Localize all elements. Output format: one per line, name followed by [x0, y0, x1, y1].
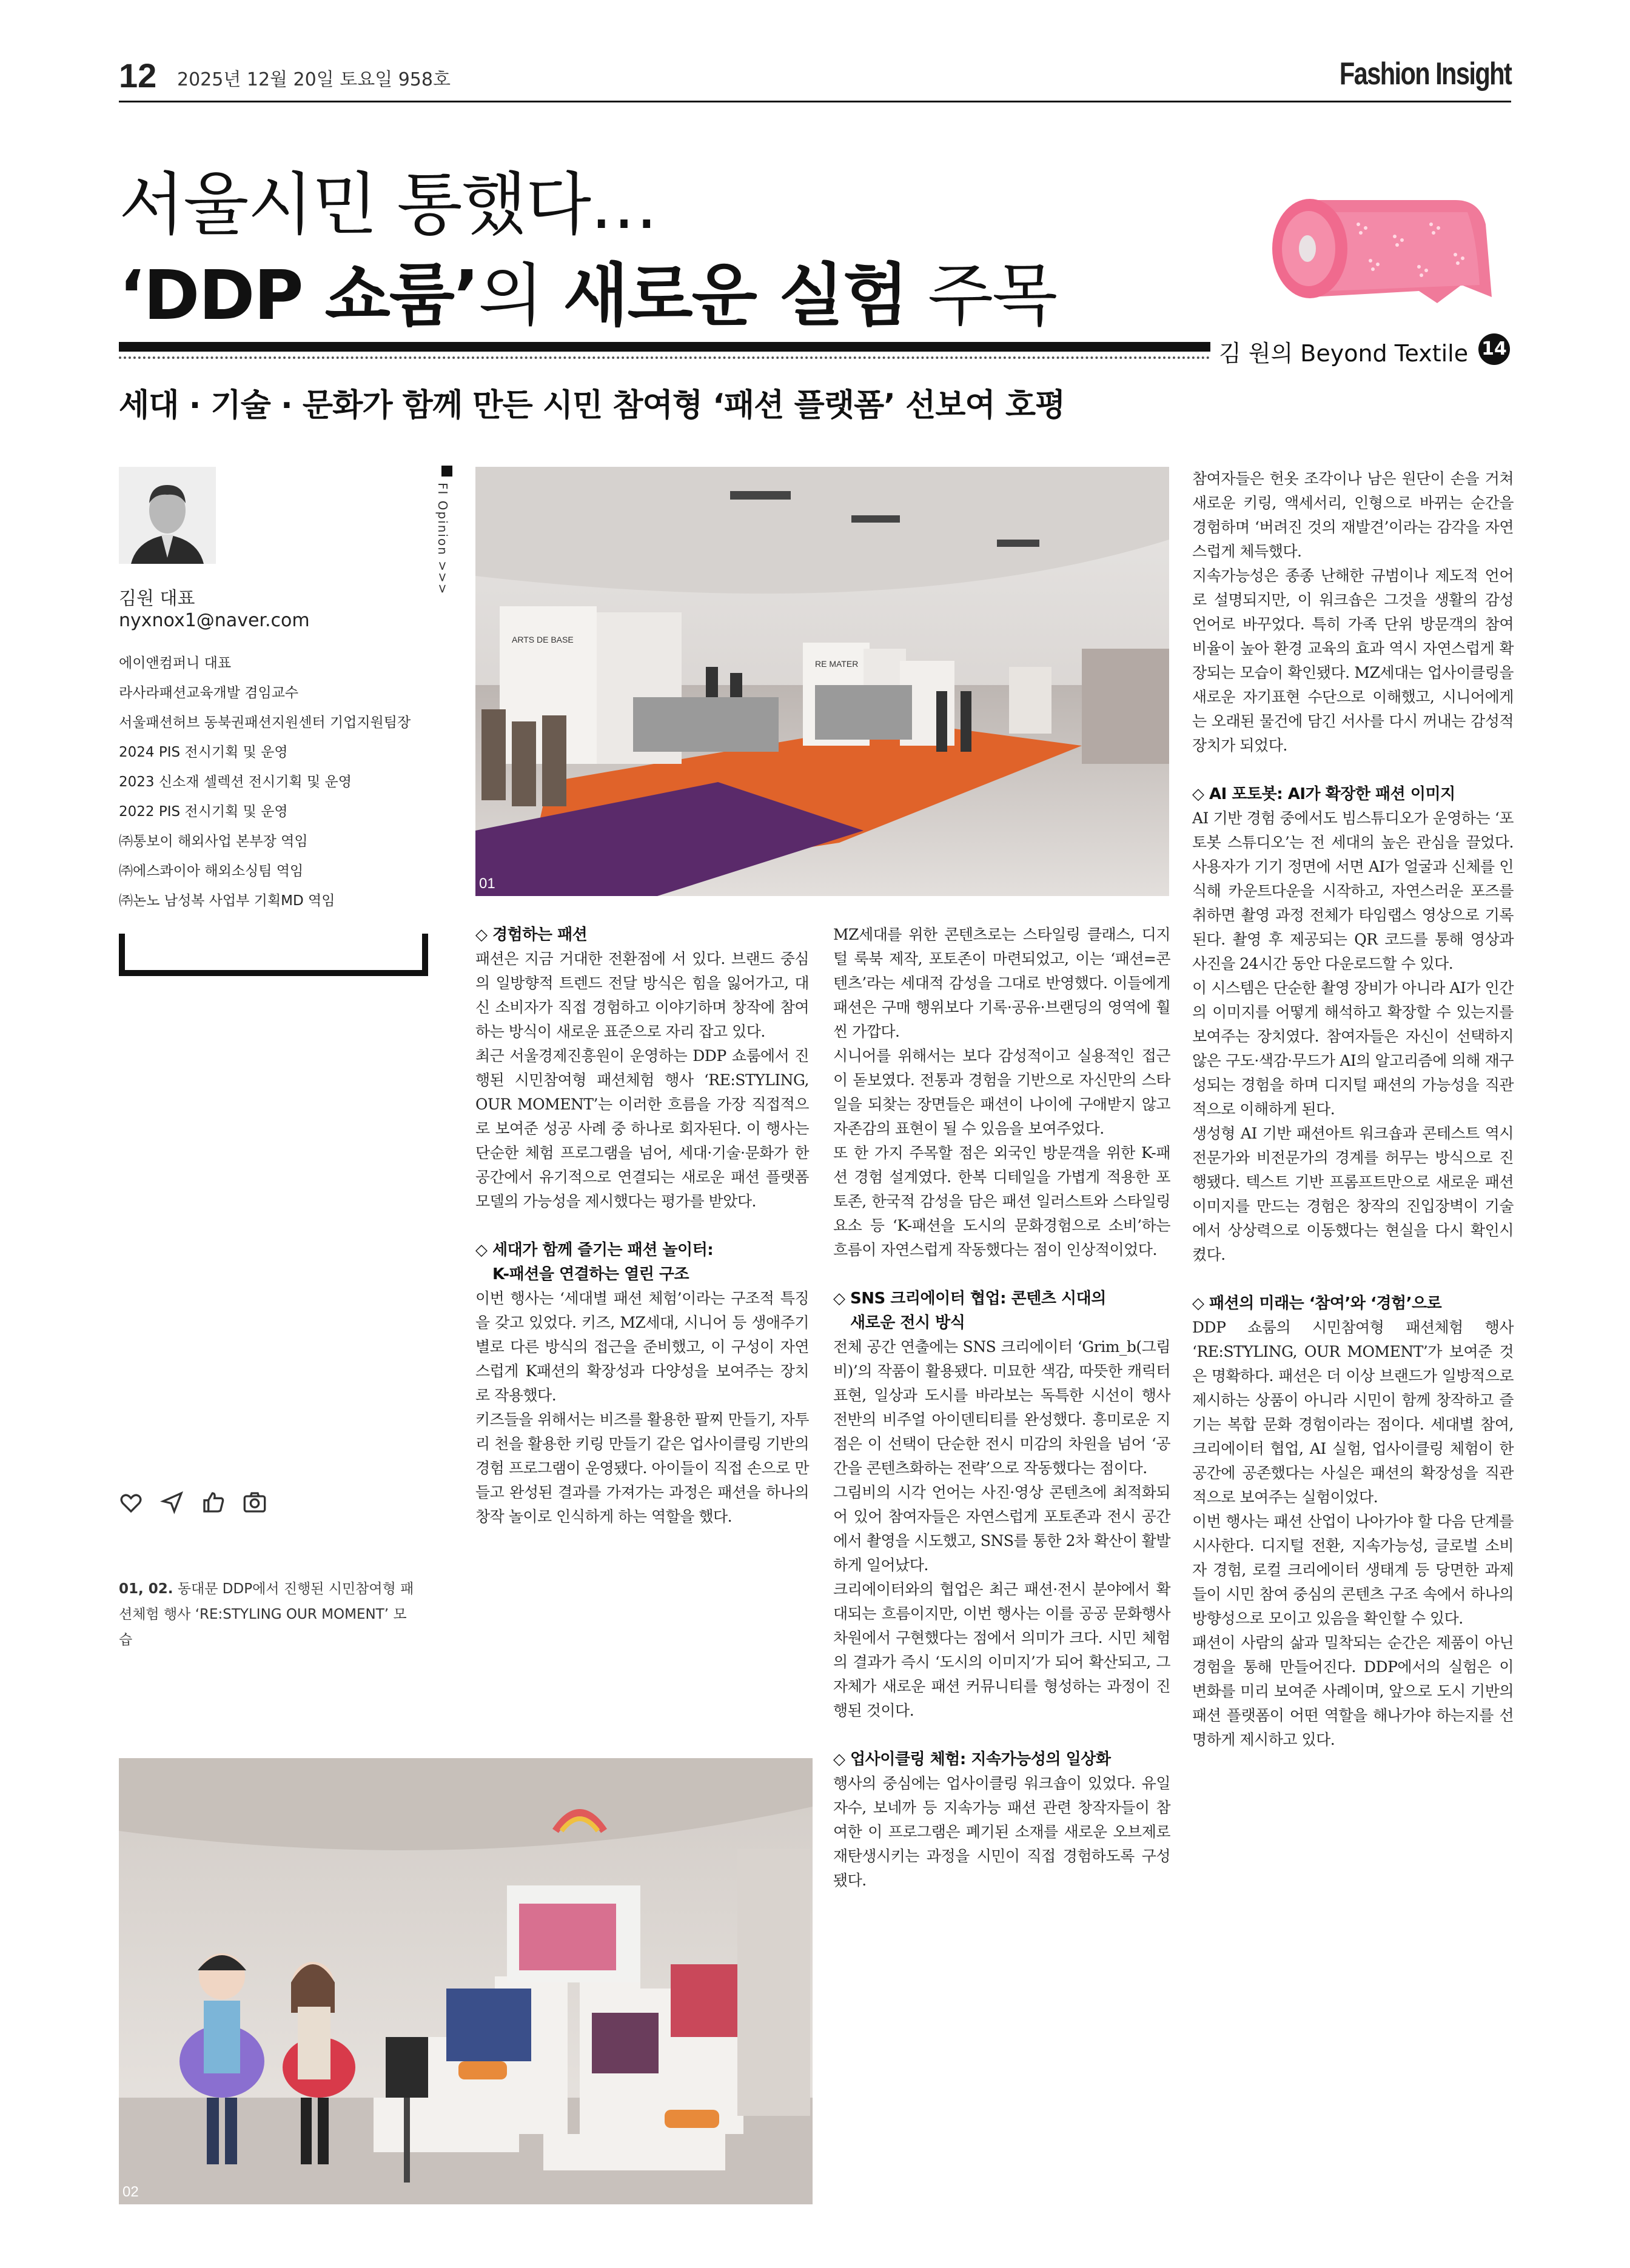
paragraph: 참여자들은 헌옷 조각이나 남은 원단이 손을 거쳐 새로운 키링, 액세서리, 인형으로 바뀌는 순간을 경험하며 ‘버려진 것의 재발견’이라는 감각을 자연스럽게 체득했다. [1192, 470, 1514, 560]
paragraph: 그림비의 시각 언어는 사진·영상 콘텐츠에 최적화되어 있어 참여자들은 자연스럽게 포토존과 전시 공간에서 촬영을 시도했고, SNS를 통한 2차 확산이 활발하게 일어났다. [833, 1484, 1170, 1574]
headline-line-2: ‘DDP 쇼룸’의 새로운 실험 주목 [119, 256, 1057, 335]
paragraph: 크리에이터와의 협업은 최근 패션·전시 분야에서 확대되는 흐름이지만, 이번 행사는 이를 공공 문화행사 차원에서 구현했다는 점에서 의미가 크다. 시민 체험의 결과가 즉시 ‘도시의 이미지’가 되어 확산되고, 그 자체가 새로운 패션 커뮤니티를 형성하는 과정이 진행된 것이다. [833, 1581, 1170, 1719]
career-item: 서울패션허브 동북권패션지원센터 기업지원팀장 [119, 715, 411, 731]
author-box-bracket [119, 934, 428, 976]
social-icons [119, 1490, 267, 1514]
column-number-badge: 14 [1478, 333, 1510, 365]
thumbs-up-icon[interactable] [201, 1490, 226, 1514]
paragraph: 지속가능성은 종종 난해한 규범이나 제도적 언어로 설명되지만, 이 워크숍은 그것을 생활의 감성 언어로 바꾸었다. 특히 가족 단위 방문객의 참여 비율이 높아 환경 교육의 효과 역시 자연스럽게 확장되는 모습이 확인됐다. MZ세대는 업사이클링을 새로운 자기표현 수단으로 이해했고, 시니어에게는 오래된 물건에 담긴 서사를 다시 꺼내는 감성적 장치가 되었다. [1192, 567, 1514, 754]
opinion-label: FI Opinion >>> [435, 483, 450, 595]
heart-icon[interactable] [119, 1490, 143, 1514]
subheadline: 세대 · 기술 · 문화가 함께 만든 시민 참여형 ‘패션 플랫폼’ 선보여 호평 [119, 387, 1065, 424]
dateline: 2025년 12월 20일 토요일 958호 [177, 69, 451, 90]
paragraph: 행사의 중심에는 업사이클링 워크숍이 있었다. 유일자수, 보네까 등 지속가능 패션 관련 창작자들이 참여한 이 프로그램은 폐기된 소재를 새로운 오브제로 재탄생시키는 과정을 시민이 직접 경험하도록 구성됐다. [833, 1775, 1170, 1889]
paragraph: 생성형 AI 기반 패션아트 워크숍과 콘테스트 역시 전문가와 비전문가의 경계를 허무는 방식으로 진행됐다. 텍스트 기반 프롬프트만으로 새로운 패션 이미지를 만드는 경험은 창작의 진입장벽이 기술에서 상상력으로 이동했다는 현실을 다시 확인시켰다. [1192, 1125, 1514, 1263]
column-name: 김 원의 Beyond Textile [1219, 340, 1469, 367]
section-heading: 새로운 전시 방식 [850, 1314, 965, 1332]
paragraph: 키즈들을 위해서는 비즈를 활용한 팔찌 만들기, 자투리 천을 활용한 키링 만들기 같은 업사이클링 기반의 경험 프로그램이 운영됐다. 아이들이 직접 손으로 만들고 완성된 결과를 가져가는 과정은 패션을 하나의 창작 놀이로 인식하게 하는 역할을 했다. [475, 1411, 809, 1525]
photo-02-exhibition [119, 1758, 813, 2204]
career-item: ㈜논노 남성복 사업부 기획MD 역임 [119, 893, 335, 909]
page-number: 12 [119, 56, 157, 95]
section-heading: ◇ AI 포토봇: AI가 확장한 패션 이미지 [1192, 785, 1455, 803]
career-item: ㈜에스콰이아 해외소싱팀 역임 [119, 863, 304, 879]
title-rule [119, 342, 1210, 352]
paragraph: AI 기반 경험 중에서도 빔스튜디오가 운영하는 ‘포토봇 스튜디오’는 전 세대의 높은 관심을 끌었다. 사용자가 기기 정면에 서면 AI가 얼굴과 신체를 인식해 카운트다운을 시작하고, 자연스러운 포즈를 취하면 촬영 과정 전체가 타임랩스 영상으로 기록된다. 촬영 후 제공되는 QR 코드를 통해 영상과 사진을 24시간 동안 다운로드할 수 있다. [1192, 809, 1514, 972]
author-career-list [119, 649, 411, 916]
career-item: 2024 PIS 전시기획 및 운영 [119, 744, 288, 760]
career-item: ㈜통보이 해외사업 본부장 역임 [119, 834, 308, 849]
textile-roll-illustration [1237, 176, 1498, 321]
paragraph: 또 한 가지 주목할 점은 외국인 방문객을 위한 K-패션 경험 설계였다. 한복 디테일을 가볍게 적용한 포토존, 한국적 감성을 담은 패션 일러스트와 스타일링 요소 등 ‘K-패션을 도시의 문화경험으로 소비’하는 흐름이 자연스럽게 작동했다는 점이 인상적이었다. [833, 1144, 1170, 1259]
headline-line-1: 서울시민 통했다… [119, 166, 657, 244]
section-heading: ◇ SNS 크리에이터 협업: 콘텐츠 시대의 [833, 1290, 1106, 1308]
paragraph: 전체 공간 연출에는 SNS 크리에이터 ‘Grim_b(그림비)’의 작품이 활용됐다. 미묘한 색감, 따뜻한 캐릭터 표현, 일상과 도시를 바라보는 독특한 시선이 행사 전반의 비주얼 아이덴티티를 완성했다. 흥미로운 지점은 이 선택이 단순한 전시 미감의 차원을 넘어 ‘공간을 콘텐츠화하는 전략’으로 작동했다는 점이다. [833, 1338, 1170, 1477]
section-heading: ◇ 업사이클링 체험: 지속가능성의 일상화 [833, 1750, 1111, 1768]
author-photo [119, 467, 216, 564]
section-heading: K-패션을 연결하는 열린 구조 [492, 1265, 689, 1283]
send-icon[interactable] [160, 1490, 184, 1514]
career-item: 2023 신소재 셀렉션 전시기획 및 운영 [119, 774, 352, 790]
camera-icon[interactable] [243, 1490, 267, 1514]
photo-02-label: 02 [122, 2184, 139, 2200]
article-column-1 [475, 923, 809, 1529]
section-heading: ◇ 경험하는 패션 [475, 926, 588, 944]
article-column-2 [833, 923, 1170, 1893]
photo-01-showroom [475, 467, 1169, 896]
career-item: 2022 PIS 전시기획 및 운영 [119, 804, 288, 820]
author-name: 김원 대표 [119, 588, 195, 609]
opinion-marker [441, 466, 452, 477]
section-heading: ◇ 세대가 함께 즐기는 패션 놀이터: [475, 1241, 714, 1259]
publication-brand: Fashion Insight [1339, 56, 1511, 92]
svg-text:ARTS DE BASE: ARTS DE BASE [512, 635, 574, 644]
paragraph: 패션은 지금 거대한 전환점에 서 있다. 브랜드 중심의 일방향적 트렌드 전달 방식은 힘을 잃어가고, 대신 소비자가 직접 경험하고 이야기하며 창작에 참여하는 방식이 새로운 표준으로 자리 잡고 있다. [475, 950, 809, 1040]
paragraph: DDP 쇼룸의 시민참여형 패션체험 행사 ‘RE:STYLING, OUR MOMENT’가 보여준 것은 명확하다. 패션은 더 이상 브랜드가 일방적으로 제시하는 상품이 아니라 시민이 함께 창작하고 즐기는 복합 문화 경험이라는 점이다. 세대별 참여, 크리에이터 협업, AI 실험, 업사이클링 체험이 한 공간에 공존했다는 사실은 패션의 확장성을 직관적으로 보여주는 실험이었다. [1192, 1319, 1514, 1506]
paragraph: 이 시스템은 단순한 촬영 장비가 아니라 AI가 인간의 이미지를 어떻게 해석하고 확장할 수 있는지를 보여주는 장치였다. 참여자들은 자신이 선택하지 않은 구도·색감·무드가 AI의 알고리즘에 의해 재구성되는 경험을 하며 디지털 패션의 가능성을 직관적으로 이해하게 된다. [1192, 979, 1514, 1118]
author-email[interactable]: nyxnox1@naver.com [119, 610, 310, 631]
photo-01-label: 01 [479, 875, 495, 892]
svg-text:RE MATER: RE MATER [815, 659, 859, 669]
paragraph: 시니어를 위해서는 보다 감성적이고 실용적인 접근이 돋보였다. 전통과 경험을 기반으로 자신만의 스타일을 되찾는 장면들은 패션이 나이에 구애받지 않고 자존감의 표현이 될 수 있음을 보여주었다. [833, 1047, 1170, 1137]
paragraph: 이번 행사는 패션 산업이 나아가야 할 다음 단계를 시사한다. 디지털 전환, 지속가능성, 글로벌 소비자 경험, 로컬 크리에이터 생태계 등 당면한 과제들이 시민 참여 중심의 콘텐츠 구조 속에서 하나의 방향성으로 모이고 있음을 확인할 수 있다. [1192, 1513, 1514, 1627]
paragraph: 이번 행사는 ‘세대별 패션 체험’이라는 구조적 특징을 갖고 있었다. 키즈, MZ세대, 시니어 등 생애주기별로 다른 방식의 접근을 준비했고, 이 구성이 자연스럽게 K패션의 확장성과 다양성을 보여주는 장치로 작용했다. [475, 1290, 809, 1404]
career-item: 에이앤컴퍼니 대표 [119, 655, 232, 671]
career-item: 라사라패션교육개발 겸임교수 [119, 685, 299, 701]
photo-caption: 01, 02. 동대문 DDP에서 진행된 시민참여형 패션체험 행사 ‘RE:STYLING OUR MOMENT’ 모습 [119, 1581, 414, 1648]
title-dotted-rule [119, 356, 1210, 359]
section-heading: ◇ 패션의 미래는 ‘참여’와 ‘경험’으로 [1192, 1294, 1442, 1313]
article-column-3 [1192, 467, 1514, 1752]
paragraph: MZ세대를 위한 콘텐츠로는 스타일링 클래스, 디지털 룩북 제작, 포토존이 마련되었고, 이는 ‘패션=콘텐츠’라는 세대적 감성을 그대로 반영했다. 이들에게 패션은 구매 행위보다 기록·공유·브랜딩의 영역에 훨씬 가깝다. [833, 926, 1170, 1040]
paragraph: 패션이 사람의 삶과 밀착되는 순간은 제품이 아닌 경험을 통해 만들어진다. DDP에서의 실험은 이 변화를 미리 보여준 사례이며, 앞으로 도시 기반의 패션 플랫폼이 어떤 역할을 해나가야 하는지를 선명하게 제시하고 있다. [1192, 1634, 1514, 1748]
paragraph: 최근 서울경제진흥원이 운영하는 DDP 쇼룸에서 진행된 시민참여형 패션체험 행사 ‘RE:STYLING, OUR MOMENT’는 이러한 흐름을 가장 직접적으로 보여준 성공 사례 중 하나로 회자된다. 이 행사는 단순한 체험 프로그램을 넘어, 세대·기술·문화가 한 공간에서 유기적으로 연결되는 새로운 패션 플랫폼 모델의 가능성을 제시했다는 평가를 받았다. [475, 1047, 809, 1210]
header-rule [119, 101, 1511, 102]
